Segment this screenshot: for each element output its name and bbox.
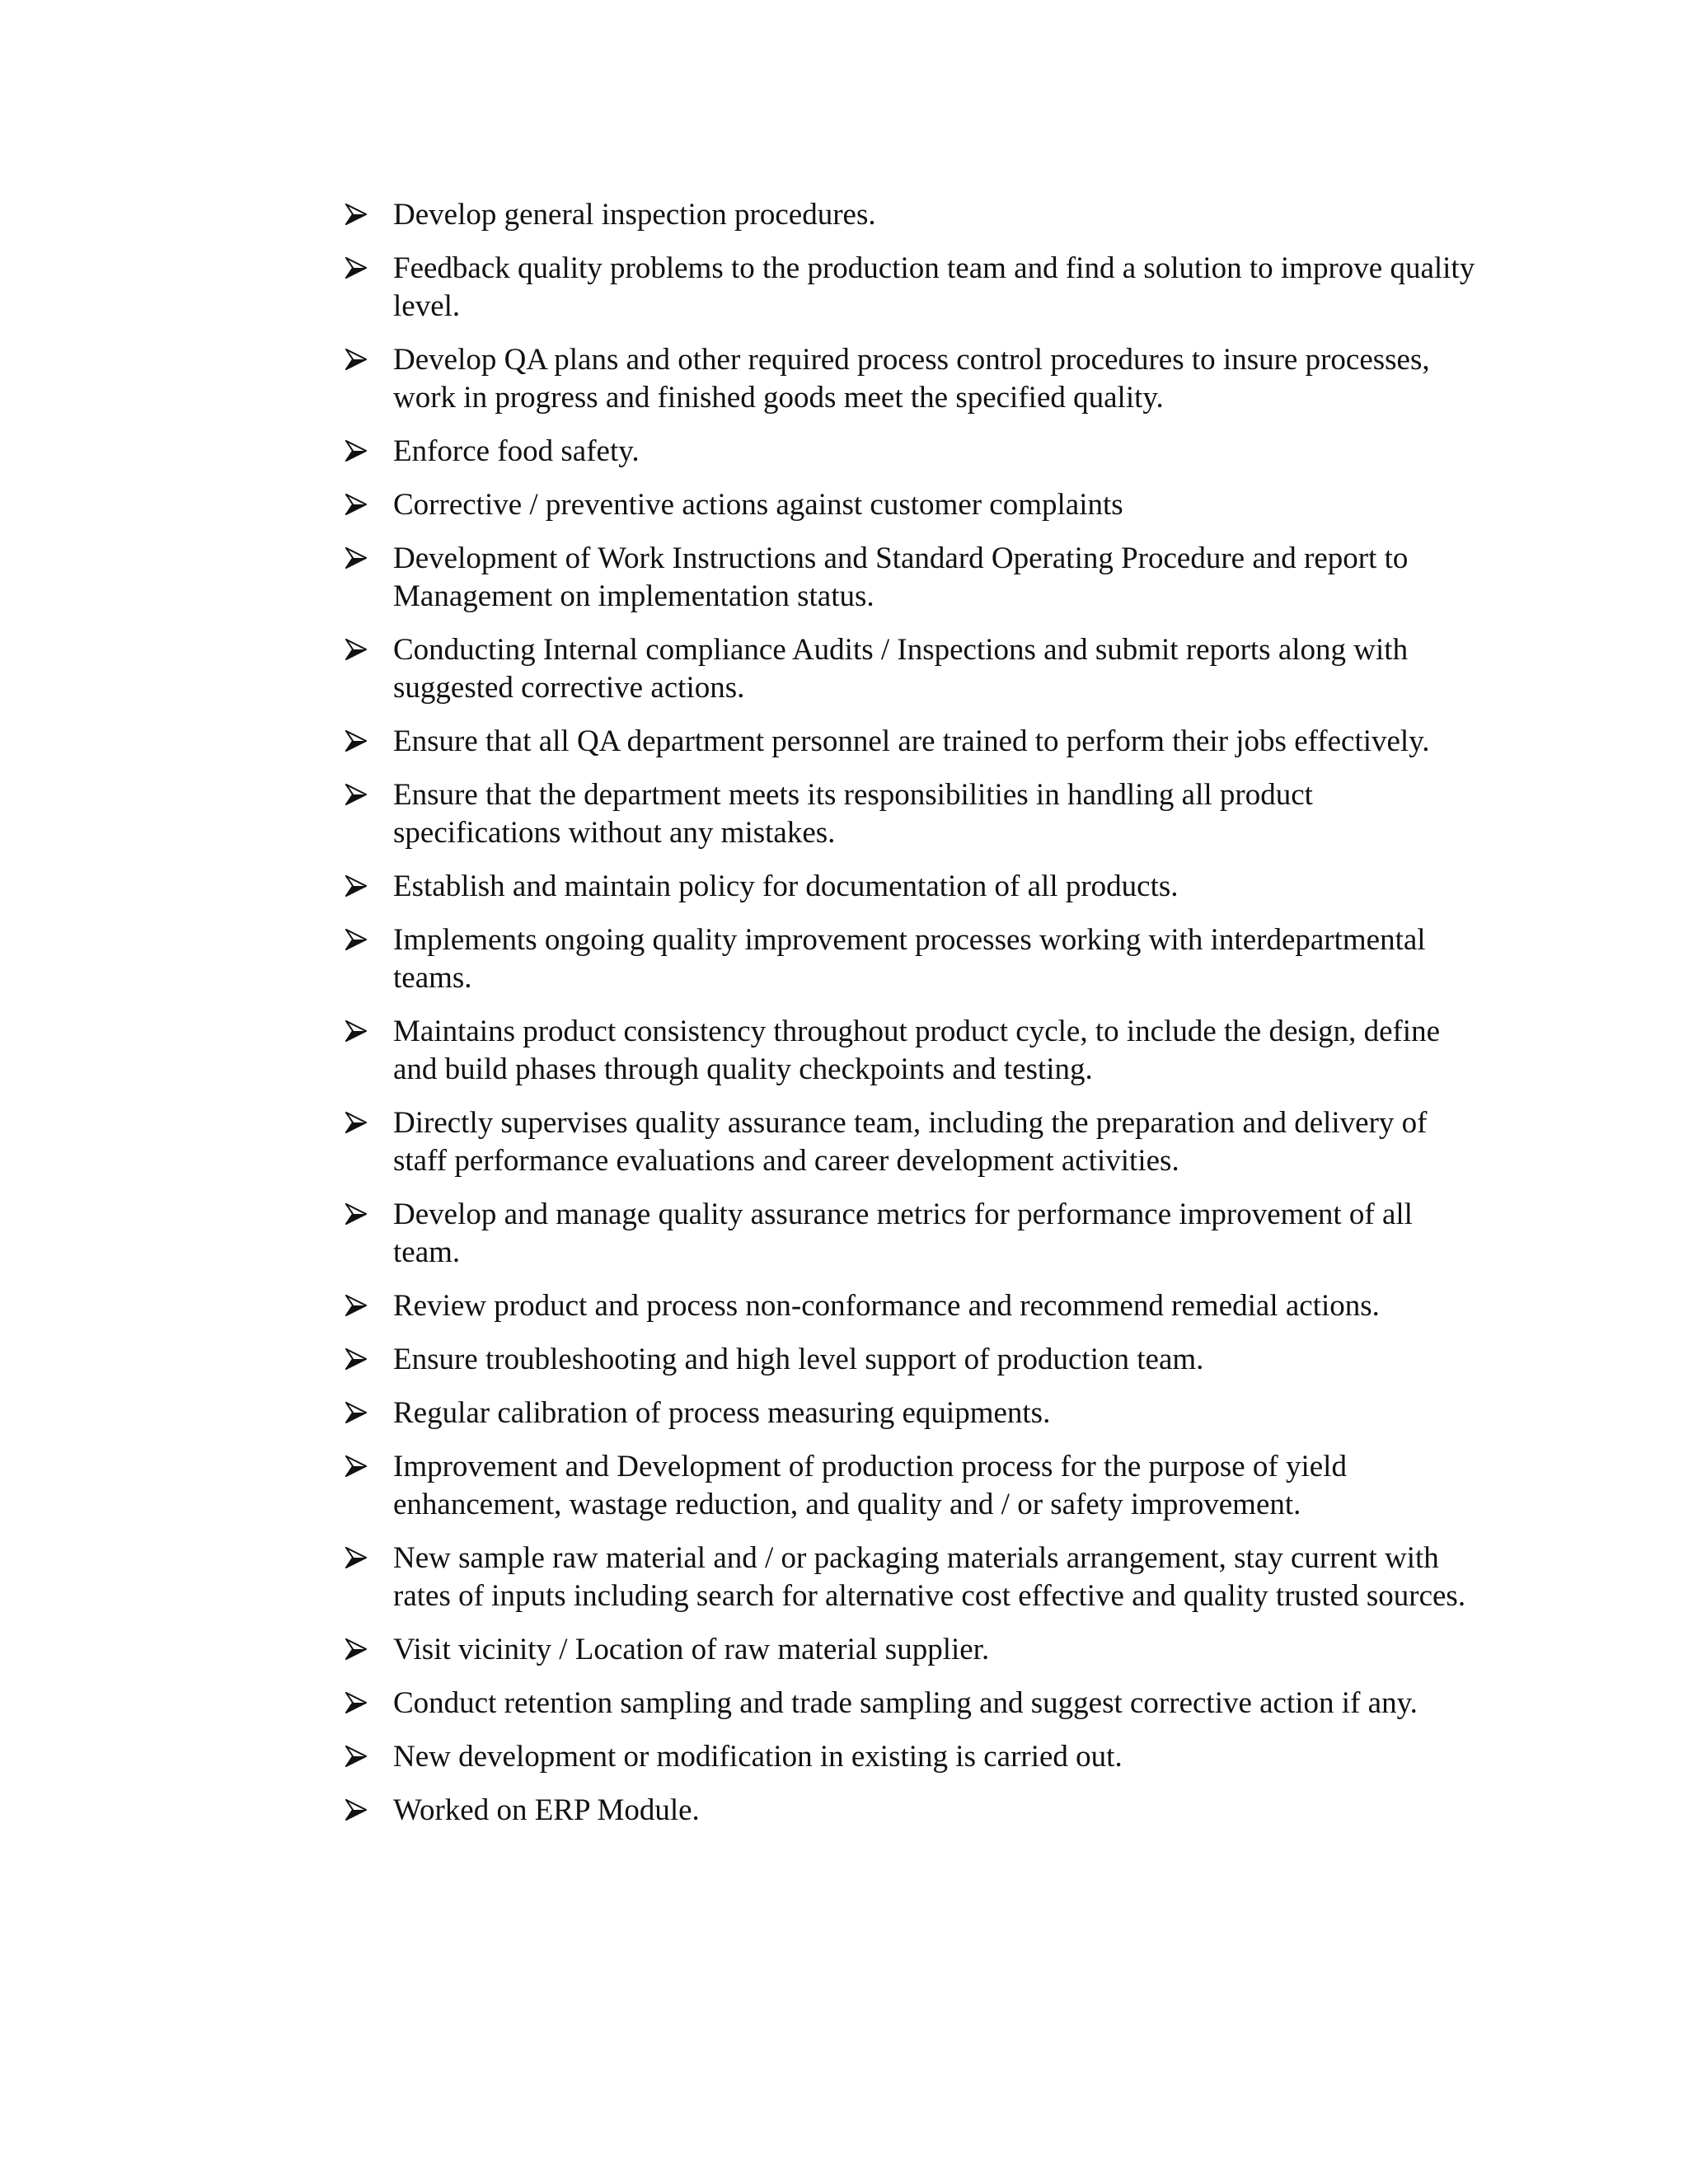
list-item-text: New sample raw material and / or packaging materials arrangement, stay current with rates of inputs including search for alternative cost effective and quality trusted sources. — [393, 1541, 1466, 1613]
arrowhead-bullet-icon — [345, 1295, 367, 1316]
list-item-text: Worked on ERP Module. — [393, 1793, 700, 1827]
list-item — [342, 1685, 1479, 1722]
list-item-text: Establish and maintain policy for documentation of all products. — [393, 869, 1179, 903]
responsibilities-list — [342, 196, 1479, 1845]
list-item — [342, 1196, 1479, 1272]
arrowhead-bullet-icon — [345, 349, 367, 370]
arrowhead-bullet-icon — [345, 440, 367, 462]
list-item — [342, 1394, 1479, 1432]
list-item-text: Ensure troubleshooting and high level support of production team. — [393, 1343, 1204, 1376]
list-item — [342, 1540, 1479, 1615]
list-item-text: Conducting Internal compliance Audits / Inspections and submit reports along with suggested corrective actions. — [393, 633, 1409, 705]
list-item-text: Develop and manage quality assurance metrics for performance improvement of all team. — [393, 1197, 1413, 1269]
list-item-text: Implements ongoing quality improvement processes working with interdepartmental teams. — [393, 923, 1426, 995]
list-item — [342, 1013, 1479, 1089]
arrowhead-bullet-icon — [345, 1455, 367, 1477]
list-item — [342, 776, 1479, 852]
list-item — [342, 250, 1479, 326]
arrowhead-bullet-icon — [345, 494, 367, 515]
list-item-text: Review product and process non-conformance and recommend remedial actions. — [393, 1289, 1380, 1323]
list-item-text: Ensure that all QA department personnel are trained to perform their jobs effectively. — [393, 724, 1430, 758]
list-item — [342, 540, 1479, 616]
list-item — [342, 1631, 1479, 1669]
list-item — [342, 433, 1479, 471]
arrowhead-bullet-icon — [345, 1638, 367, 1660]
list-item-text: Regular calibration of process measuring equipments. — [393, 1396, 1051, 1430]
arrowhead-bullet-icon — [345, 730, 367, 752]
arrowhead-bullet-icon — [345, 1112, 367, 1133]
list-item — [342, 631, 1479, 707]
list-item-text: Visit vicinity / Location of raw material supplier. — [393, 1633, 990, 1666]
arrowhead-bullet-icon — [345, 929, 367, 950]
arrowhead-bullet-icon — [345, 1203, 367, 1225]
list-item-text: Corrective / preventive actions against customer complaints — [393, 488, 1123, 522]
list-item — [342, 341, 1479, 417]
list-item — [342, 1341, 1479, 1379]
list-item — [342, 196, 1479, 234]
list-item-text: New development or modification in existing is carried out. — [393, 1740, 1123, 1774]
arrowhead-bullet-icon — [345, 639, 367, 660]
arrowhead-bullet-icon — [345, 547, 367, 569]
arrowhead-bullet-icon — [345, 1402, 367, 1423]
arrowhead-bullet-icon — [345, 1692, 367, 1713]
arrowhead-bullet-icon — [345, 1799, 367, 1821]
list-item-text: Ensure that the department meets its responsibilities in handling all product specifications without any mistakes. — [393, 778, 1313, 850]
list-item-text: Directly supervises quality assurance team, including the preparation and delivery of staff performance evaluations and career development activities. — [393, 1106, 1428, 1178]
list-item — [342, 1104, 1479, 1180]
arrowhead-bullet-icon — [345, 1020, 367, 1042]
list-item — [342, 723, 1479, 761]
arrowhead-bullet-icon — [345, 784, 367, 805]
arrowhead-bullet-icon — [345, 257, 367, 279]
arrowhead-bullet-icon — [345, 204, 367, 225]
list-item — [342, 1738, 1479, 1776]
list-item-text: Development of Work Instructions and Standard Operating Procedure and report to Management on implementation status. — [393, 541, 1409, 613]
list-item-text: Conduct retention sampling and trade sampling and suggest corrective action if any. — [393, 1686, 1418, 1720]
arrowhead-bullet-icon — [345, 1348, 367, 1370]
list-item — [342, 921, 1479, 997]
list-item-text: Develop general inspection procedures. — [393, 198, 876, 232]
list-item — [342, 1287, 1479, 1325]
list-item-text: Maintains product consistency throughout product cycle, to include the design, define and build phases through quality checkpoints and testing. — [393, 1015, 1441, 1086]
list-item-text: Enforce food safety. — [393, 434, 640, 468]
list-item — [342, 1448, 1479, 1524]
arrowhead-bullet-icon — [345, 875, 367, 897]
list-item-text: Improvement and Development of production process for the purpose of yield enhancement, wastage reduction, and quality and / or safety improvement. — [393, 1450, 1347, 1521]
arrowhead-bullet-icon — [345, 1547, 367, 1568]
list-item-text: Develop QA plans and other required process control procedures to insure processes, work in progress and finished goods meet the specified quality. — [393, 343, 1430, 415]
list-item — [342, 1792, 1479, 1830]
arrowhead-bullet-icon — [345, 1746, 367, 1767]
list-item — [342, 486, 1479, 524]
list-item — [342, 868, 1479, 906]
list-item-text: Feedback quality problems to the production team and find a solution to improve quality level. — [393, 251, 1475, 323]
